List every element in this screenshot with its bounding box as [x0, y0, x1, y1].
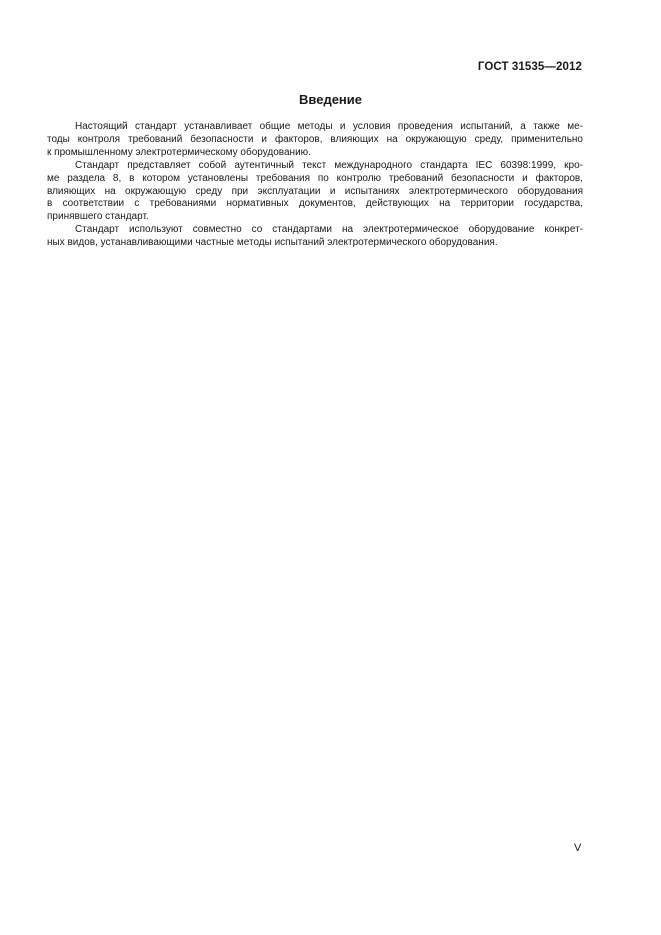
paragraph-line: ме раздела 8, в котором установлены требования по контролю требований безопасности и факторов, [47, 172, 583, 184]
paragraph-line: Стандарт представляет собой аутентичный текст международного стандарта IEC 60398:1999, кро- [75, 159, 583, 171]
paragraph-line: к промышленному электротермическому оборудованию. [47, 146, 311, 158]
paragraph-line: в соответствии с требованиями нормативных документов, действующих на территории государства, [47, 198, 583, 210]
paragraph-line: Стандарт используют совместно со стандартами на электротермическое оборудование конкрет- [75, 224, 583, 236]
paragraph-line: тоды контроля требований безопасности и факторов, влияющих на окружающую среду, применительно [47, 133, 583, 145]
body-text [47, 121, 583, 250]
document-header: ГОСТ 31535—2012 [477, 61, 582, 73]
paragraph-line: влияющих на окружающую среду при эксплуатации и испытаниях электротермического оборудования [47, 185, 583, 197]
paragraph-line: ных видов, устанавливающими частные методы испытаний электротермического оборудования. [47, 237, 498, 249]
paragraph-line: принявшего стандарт. [47, 211, 149, 223]
page-number: V [574, 842, 582, 854]
paragraph-2 [47, 160, 583, 225]
paragraph-line: Настоящий стандарт устанавливает общие методы и условия проведения испытаний, а также ме- [75, 121, 583, 132]
paragraph-1 [47, 121, 583, 160]
paragraph-3 [47, 224, 583, 250]
section-title: Введение [299, 92, 362, 107]
